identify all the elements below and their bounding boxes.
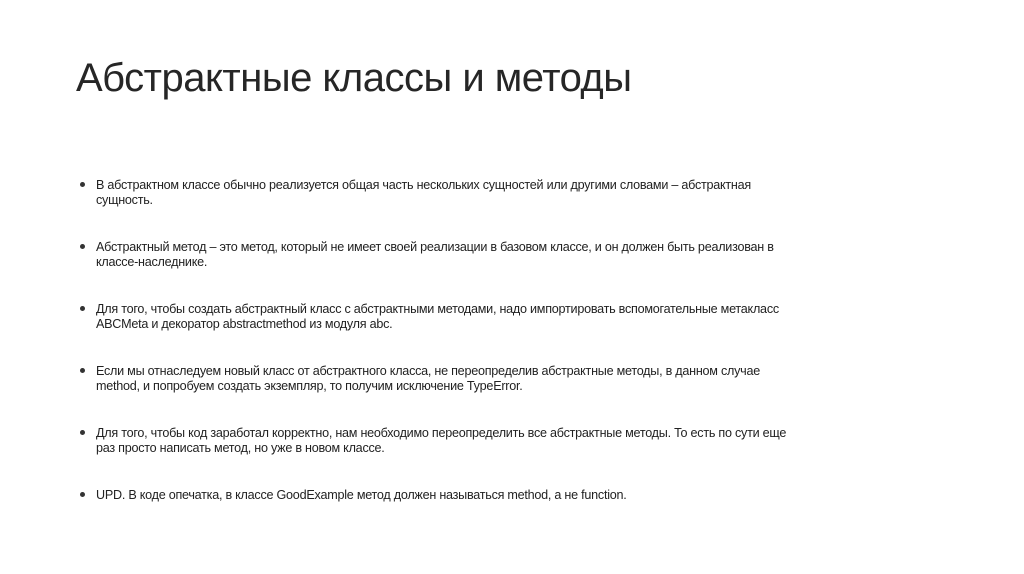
- bullet-icon: [80, 306, 85, 311]
- bullet-line: раз просто написать метод, но уже в новом классе.: [96, 441, 385, 455]
- bullet-line: ABCMeta и декоратор abstractmethod из модуля abc.: [96, 317, 393, 331]
- slide-title: Абстрактные классы и методы: [76, 56, 632, 100]
- bullet-text: [96, 302, 779, 332]
- bullet-line: В абстрактном классе обычно реализуется общая часть нескольких сущностей или другими словами – абстрактная: [96, 178, 751, 192]
- bullet-line: method, и попробуем создать экземпляр, то получим исключение TypeError.: [96, 379, 523, 393]
- bullet-line: классе-наследнике.: [96, 255, 208, 269]
- bullet-text: [96, 488, 627, 503]
- bullet-text: [96, 240, 774, 270]
- bullet-line: Если мы отнаследуем новый класс от абстрактного класса, не переопределив абстрактные методы, в данном случае: [96, 364, 760, 378]
- bullet-line: UPD. В коде опечатка, в классе GoodExample метод должен называться method, а не function.: [96, 488, 627, 502]
- bullet-line: Абстрактный метод – это метод, который не имеет своей реализации в базовом классе, и он должен быть реализован в: [96, 240, 774, 254]
- bullet-icon: [80, 492, 85, 497]
- bullet-icon: [80, 182, 85, 187]
- bullet-icon: [80, 430, 85, 435]
- bullet-text: [96, 178, 751, 208]
- bullet-line: Для того, чтобы код заработал корректно, нам необходимо переопределить все абстрактные методы. То есть по сути еще: [96, 426, 787, 440]
- bullet-text: [96, 364, 760, 394]
- bullet-icon: [80, 244, 85, 249]
- bullet-line: Для того, чтобы создать абстрактный класс с абстрактными методами, надо импортировать вспомогательные метакласс: [96, 302, 779, 316]
- bullet-icon: [80, 368, 85, 373]
- bullet-line: сущность.: [96, 193, 153, 207]
- bullet-text: [96, 426, 786, 456]
